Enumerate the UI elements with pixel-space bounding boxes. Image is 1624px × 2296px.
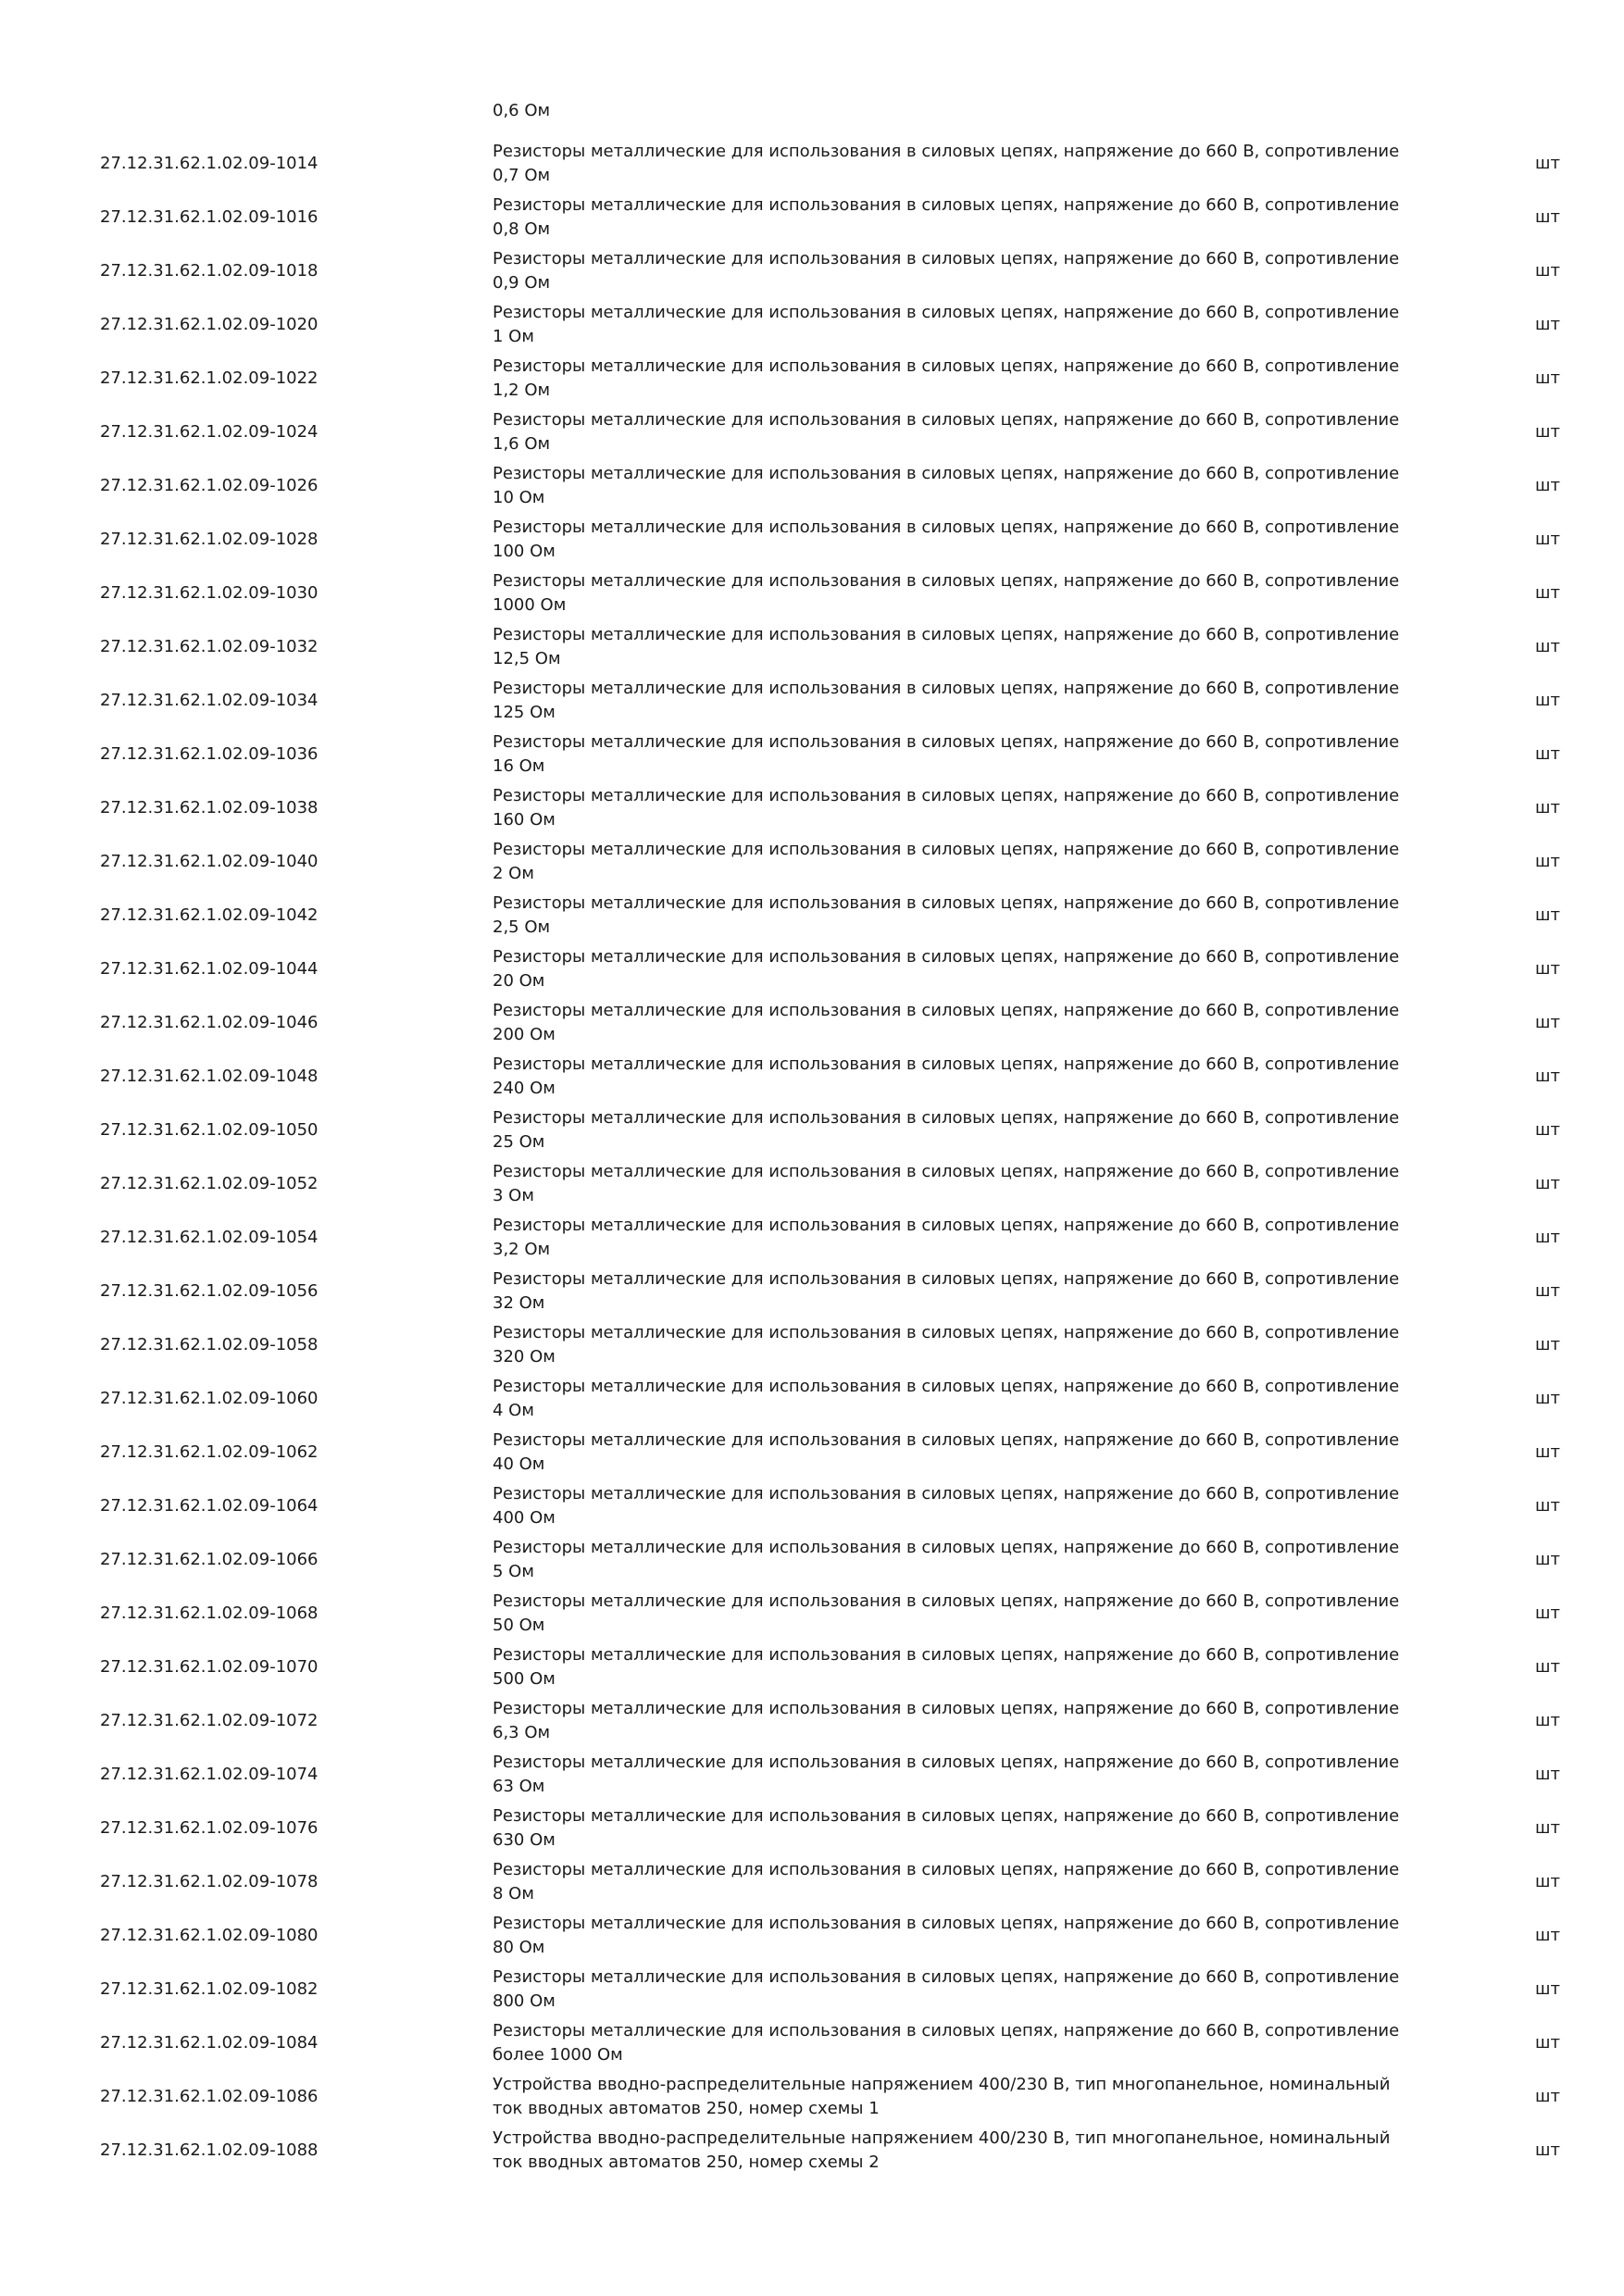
resource-code: 27.12.31.62.1.02.09-1088 [100,2140,319,2160]
table-row [0,352,1624,406]
description-line: Резисторы металлические для использования в силовых цепях, напряжение до 660 В, сопротивление [493,1860,1400,1879]
resource-code: 27.12.31.62.1.02.09-1014 [100,154,319,173]
description-line: Резисторы металлические для использования в силовых цепях, напряжение до 660 В, сопротивление [493,1162,1400,1181]
unit-of-measure: шт [1535,207,1560,227]
description-line: Резисторы металлические для использования в силовых цепях, напряжение до 660 В, сопротивление [493,1001,1400,1020]
unit-of-measure: шт [1535,530,1560,549]
resource-code: 27.12.31.62.1.02.09-1046 [100,1013,319,1032]
resource-description [493,999,1455,1047]
description-line: 1,6 Ом [493,434,551,454]
description-line: ток вводных автоматов 250, номер схемы 2 [493,2152,880,2172]
resource-code: 27.12.31.62.1.02.09-1052 [100,1174,319,1193]
resource-code: 27.12.31.62.1.02.09-1074 [100,1765,319,1784]
resource-code: 27.12.31.62.1.02.09-1044 [100,959,319,979]
description-line: Резисторы металлические для использования в силовых цепях, напряжение до 660 В, сопротивление [493,893,1400,913]
resource-description [493,730,1455,779]
resource-code: 27.12.31.62.1.02.09-1066 [100,1550,319,1569]
description-line: 630 Ом [493,1830,556,1850]
description-line: Резисторы металлические для использования в силовых цепях, напряжение до 660 В, сопротивление [493,1323,1400,1342]
description-line: Резисторы металлические для использования в силовых цепях, напряжение до 660 В, сопротивление [493,1806,1400,1826]
resource-description [493,1697,1455,1745]
resource-description [493,355,1455,403]
resource-description [493,2073,1455,2121]
unit-of-measure: шт [1535,583,1560,603]
description-line: Резисторы металлические для использования в силовых цепях, напряжение до 660 В, сопротивление [493,1269,1400,1289]
resource-description [493,1267,1455,1316]
resource-description [493,1912,1455,1960]
description-line: 40 Ом [493,1454,545,1474]
table-row [0,781,1624,835]
description-line: 100 Ом [493,542,556,561]
description-line: 160 Ом [493,810,556,830]
resource-description [493,516,1455,564]
description-line: 10 Ом [493,488,545,507]
resource-description [493,1965,1455,2014]
table-row [0,1855,1624,1909]
table-row [0,1748,1624,1802]
description-line: 3 Ом [493,1186,534,1205]
unit-of-measure: шт [1535,154,1560,173]
unit-of-measure: шт [1535,1550,1560,1569]
description-line: Резисторы металлические для использования в силовых цепях, напряжение до 660 В, сопротивление [493,1914,1400,1933]
description-line: Резисторы металлические для использования в силовых цепях, напряжение до 660 В, сопротивление [493,1430,1400,1450]
resource-description [493,1321,1455,1369]
table-row [0,137,1624,191]
description-line: Резисторы металлические для использования в силовых цепях, напряжение до 660 В, сопротивление [493,464,1400,483]
resource-description [493,193,1455,242]
unit-of-measure: шт [1535,1765,1560,1784]
description-line: более 1000 Ом [493,2045,623,2065]
unit-of-measure: шт [1535,905,1560,925]
resource-description [493,677,1455,725]
table-row [0,1963,1624,2016]
resource-code: 27.12.31.62.1.02.09-1054 [100,1228,319,1247]
resource-code: 27.12.31.62.1.02.09-1072 [100,1711,319,1730]
table-row [0,996,1624,1050]
description-line: Резисторы металлические для использования в силовых цепях, напряжение до 660 В, сопротивление [493,1967,1400,1987]
description-line: 2,5 Ом [493,917,551,937]
continuation-text: 0,6 Ом [493,101,551,120]
table-row [0,406,1624,459]
resource-code: 27.12.31.62.1.02.09-1068 [100,1603,319,1623]
resource-description [493,1751,1455,1799]
table-row [0,1372,1624,1426]
unit-of-measure: шт [1535,744,1560,764]
description-line: 1000 Ом [493,595,567,615]
description-line: 0,9 Ом [493,273,551,293]
table-row [0,620,1624,674]
unit-of-measure: шт [1535,1228,1560,1247]
unit-of-measure: шт [1535,1013,1560,1032]
resource-code: 27.12.31.62.1.02.09-1076 [100,1818,319,1838]
description-line: Резисторы металлические для использования в силовых цепях, напряжение до 660 В, сопротивление [493,786,1400,805]
unit-of-measure: шт [1535,261,1560,281]
description-line: 63 Ом [493,1777,545,1796]
resource-code: 27.12.31.62.1.02.09-1064 [100,1496,319,1516]
unit-of-measure: шт [1535,1389,1560,1408]
unit-of-measure: шт [1535,1979,1560,1999]
table-row [0,2070,1624,2124]
table-row [0,567,1624,620]
description-line: 500 Ом [493,1669,556,1689]
resource-description [493,1053,1455,1101]
unit-of-measure: шт [1535,1120,1560,1140]
unit-of-measure: шт [1535,368,1560,388]
resource-code: 27.12.31.62.1.02.09-1042 [100,905,319,925]
resource-code: 27.12.31.62.1.02.09-1040 [100,852,319,871]
resource-code: 27.12.31.62.1.02.09-1060 [100,1389,319,1408]
table-row [0,1265,1624,1318]
description-line: Резисторы металлические для использования в силовых цепях, напряжение до 660 В, сопротивление [493,679,1400,698]
unit-of-measure: шт [1535,1335,1560,1354]
description-line: 3,2 Ом [493,1240,551,1259]
resource-description [493,623,1455,671]
unit-of-measure: шт [1535,1926,1560,1945]
table-row [0,1694,1624,1748]
unit-of-measure: шт [1535,637,1560,656]
description-line: Резисторы металлические для использования в силовых цепях, напряжение до 660 В, сопротивление [493,142,1400,161]
resource-description [493,892,1455,940]
description-line: 800 Ом [493,1991,556,2011]
table-row [0,1587,1624,1641]
unit-of-measure: шт [1535,422,1560,442]
description-line: Резисторы металлические для использования в силовых цепях, напряжение до 660 В, сопротивление [493,1377,1400,1396]
description-line: 25 Ом [493,1132,545,1152]
resource-description [493,1858,1455,1906]
table-row [0,191,1624,244]
table-row [0,459,1624,513]
resource-description [493,945,1455,993]
description-line: Резисторы металлические для использования в силовых цепях, напряжение до 660 В, сопротивление [493,249,1400,268]
unit-of-measure: шт [1535,315,1560,334]
description-line: Резисторы металлические для использования в силовых цепях, напряжение до 660 В, сопротивление [493,571,1400,591]
description-line: 200 Ом [493,1025,556,1044]
resource-description [493,1429,1455,1477]
description-line: Резисторы металлические для использования в силовых цепях, напряжение до 660 В, сопротивление [493,1054,1400,1074]
resource-code: 27.12.31.62.1.02.09-1030 [100,583,319,603]
resource-description [493,1643,1455,1691]
description-line: 80 Ом [493,1938,545,1957]
resource-description [493,1804,1455,1853]
table-row [0,1104,1624,1157]
resource-description [493,301,1455,349]
table-row [0,1909,1624,1963]
description-line: 16 Ом [493,756,545,776]
resource-code: 27.12.31.62.1.02.09-1078 [100,1872,319,1891]
table-row [0,1479,1624,1533]
description-line: Резисторы металлические для использования в силовых цепях, напряжение до 660 В, сопротивление [493,732,1400,752]
description-line: Резисторы металлические для использования в силовых цепях, напряжение до 660 В, сопротивление [493,1753,1400,1772]
resource-description [493,838,1455,886]
resource-code: 27.12.31.62.1.02.09-1058 [100,1335,319,1354]
unit-of-measure: шт [1535,1872,1560,1891]
table-row [0,728,1624,781]
unit-of-measure: шт [1535,2033,1560,2053]
unit-of-measure: шт [1535,1711,1560,1730]
resource-description [493,784,1455,832]
resource-description [493,408,1455,456]
unit-of-measure: шт [1535,476,1560,495]
description-line: Резисторы металлические для использования в силовых цепях, напряжение до 660 В, сопротивление [493,1699,1400,1718]
description-line: Резисторы металлические для использования в силовых цепях, напряжение до 660 В, сопротивление [493,1591,1400,1611]
resource-description [493,1536,1455,1584]
table-row [0,2016,1624,2070]
resource-description [493,1160,1455,1208]
description-line: 240 Ом [493,1079,556,1098]
unit-of-measure: шт [1535,1281,1560,1301]
description-line: Резисторы металлические для использования в силовых цепях, напряжение до 660 В, сопротивление [493,195,1400,215]
resource-description [493,1214,1455,1262]
description-line: 4 Ом [493,1401,534,1420]
unit-of-measure: шт [1535,798,1560,817]
description-line: Резисторы металлические для использования в силовых цепях, напряжение до 660 В, сопротивление [493,356,1400,376]
table-row [0,1802,1624,1855]
unit-of-measure: шт [1535,1603,1560,1623]
resource-code: 27.12.31.62.1.02.09-1062 [100,1442,319,1462]
table-row [0,1157,1624,1211]
resource-code: 27.12.31.62.1.02.09-1070 [100,1657,319,1677]
resource-code: 27.12.31.62.1.02.09-1018 [100,261,319,281]
unit-of-measure: шт [1535,1818,1560,1838]
description-line: 32 Ом [493,1293,545,1313]
table-row [0,674,1624,728]
description-line: Резисторы металлические для использования в силовых цепях, напряжение до 660 В, сопротивление [493,1484,1400,1504]
resource-code: 27.12.31.62.1.02.09-1020 [100,315,319,334]
unit-of-measure: шт [1535,1442,1560,1462]
resource-code: 27.12.31.62.1.02.09-1016 [100,207,319,227]
resource-code: 27.12.31.62.1.02.09-1082 [100,1979,319,1999]
description-line: Резисторы металлические для использования в силовых цепях, напряжение до 660 В, сопротивление [493,947,1400,967]
unit-of-measure: шт [1535,2087,1560,2106]
description-line: 8 Ом [493,1884,534,1903]
resource-description [493,2127,1455,2175]
resource-code: 27.12.31.62.1.02.09-1038 [100,798,319,817]
resource-description [493,247,1455,295]
resource-code: 27.12.31.62.1.02.09-1050 [100,1120,319,1140]
unit-of-measure: шт [1535,852,1560,871]
table-row [0,1318,1624,1372]
resource-description [493,2019,1455,2067]
resource-code: 27.12.31.62.1.02.09-1036 [100,744,319,764]
description-line: Резисторы металлические для использования в силовых цепях, напряжение до 660 В, сопротивление [493,1645,1400,1665]
description-line: Резисторы металлические для использования в силовых цепях, напряжение до 660 В, сопротивление [493,303,1400,322]
table-row [0,942,1624,996]
resource-list [0,137,1624,2177]
unit-of-measure: шт [1535,1067,1560,1086]
resource-code: 27.12.31.62.1.02.09-1022 [100,368,319,388]
table-row [0,298,1624,352]
resource-description [493,462,1455,510]
table-row [0,513,1624,567]
description-line: Резисторы металлические для использования в силовых цепях, напряжение до 660 В, сопротивление [493,2021,1400,2040]
table-row [0,889,1624,942]
description-line: Резисторы металлические для использования в силовых цепях, напряжение до 660 В, сопротивление [493,840,1400,859]
resource-description [493,1482,1455,1530]
unit-of-measure: шт [1535,959,1560,979]
description-line: 1 Ом [493,327,534,346]
description-line: Устройства вводно-распределительные напряжением 400/230 В, тип многопанельное, номинальный [493,2075,1391,2094]
resource-code: 27.12.31.62.1.02.09-1026 [100,476,319,495]
description-line: Резисторы металлические для использования в силовых цепях, напряжение до 660 В, сопротивление [493,410,1400,430]
table-row [0,1533,1624,1587]
resource-code: 27.12.31.62.1.02.09-1024 [100,422,319,442]
resource-code: 27.12.31.62.1.02.09-1084 [100,2033,319,2053]
description-line: Резисторы металлические для использования в силовых цепях, напряжение до 660 В, сопротивление [493,1538,1400,1557]
table-row [0,1211,1624,1265]
description-line: Резисторы металлические для использования в силовых цепях, напряжение до 660 В, сопротивление [493,1108,1400,1128]
description-line: Резисторы металлические для использования в силовых цепях, напряжение до 660 В, сопротивление [493,518,1400,537]
resource-code: 27.12.31.62.1.02.09-1032 [100,637,319,656]
description-line: 6,3 Ом [493,1723,551,1742]
resource-code: 27.12.31.62.1.02.09-1086 [100,2087,319,2106]
resource-description [493,1375,1455,1423]
description-line: 320 Ом [493,1347,556,1366]
description-line: Резисторы металлические для использования в силовых цепях, напряжение до 660 В, сопротивление [493,1216,1400,1235]
resource-description [493,1590,1455,1638]
description-line: 400 Ом [493,1508,556,1528]
table-row [0,244,1624,298]
table-row [0,1426,1624,1479]
table-row [0,1641,1624,1694]
description-line: 1,2 Ом [493,381,551,400]
description-line: 0,8 Ом [493,219,551,239]
description-line: 50 Ом [493,1616,545,1635]
table-row [0,1050,1624,1104]
resource-code: 27.12.31.62.1.02.09-1080 [100,1926,319,1945]
resource-code: 27.12.31.62.1.02.09-1034 [100,691,319,710]
resource-code: 27.12.31.62.1.02.09-1056 [100,1281,319,1301]
description-line: Резисторы металлические для использования в силовых цепях, напряжение до 660 В, сопротивление [493,625,1400,644]
description-line: 0,7 Ом [493,166,551,185]
resource-code: 27.12.31.62.1.02.09-1048 [100,1067,319,1086]
table-row [0,2124,1624,2177]
unit-of-measure: шт [1535,1657,1560,1677]
resource-code: 27.12.31.62.1.02.09-1028 [100,530,319,549]
unit-of-measure: шт [1535,1174,1560,1193]
unit-of-measure: шт [1535,2140,1560,2160]
resource-description [493,140,1455,188]
resource-description [493,1106,1455,1154]
description-line: Устройства вводно-распределительные напряжением 400/230 В, тип многопанельное, номинальный [493,2128,1391,2148]
resource-description [493,569,1455,618]
description-line: ток вводных автоматов 250, номер схемы 1 [493,2099,880,2118]
description-line: 12,5 Ом [493,649,561,668]
description-line: 125 Ом [493,703,556,722]
unit-of-measure: шт [1535,691,1560,710]
table-row [0,835,1624,889]
description-line: 20 Ом [493,971,545,991]
unit-of-measure: шт [1535,1496,1560,1516]
description-line: 2 Ом [493,864,534,883]
description-line: 5 Ом [493,1562,534,1581]
